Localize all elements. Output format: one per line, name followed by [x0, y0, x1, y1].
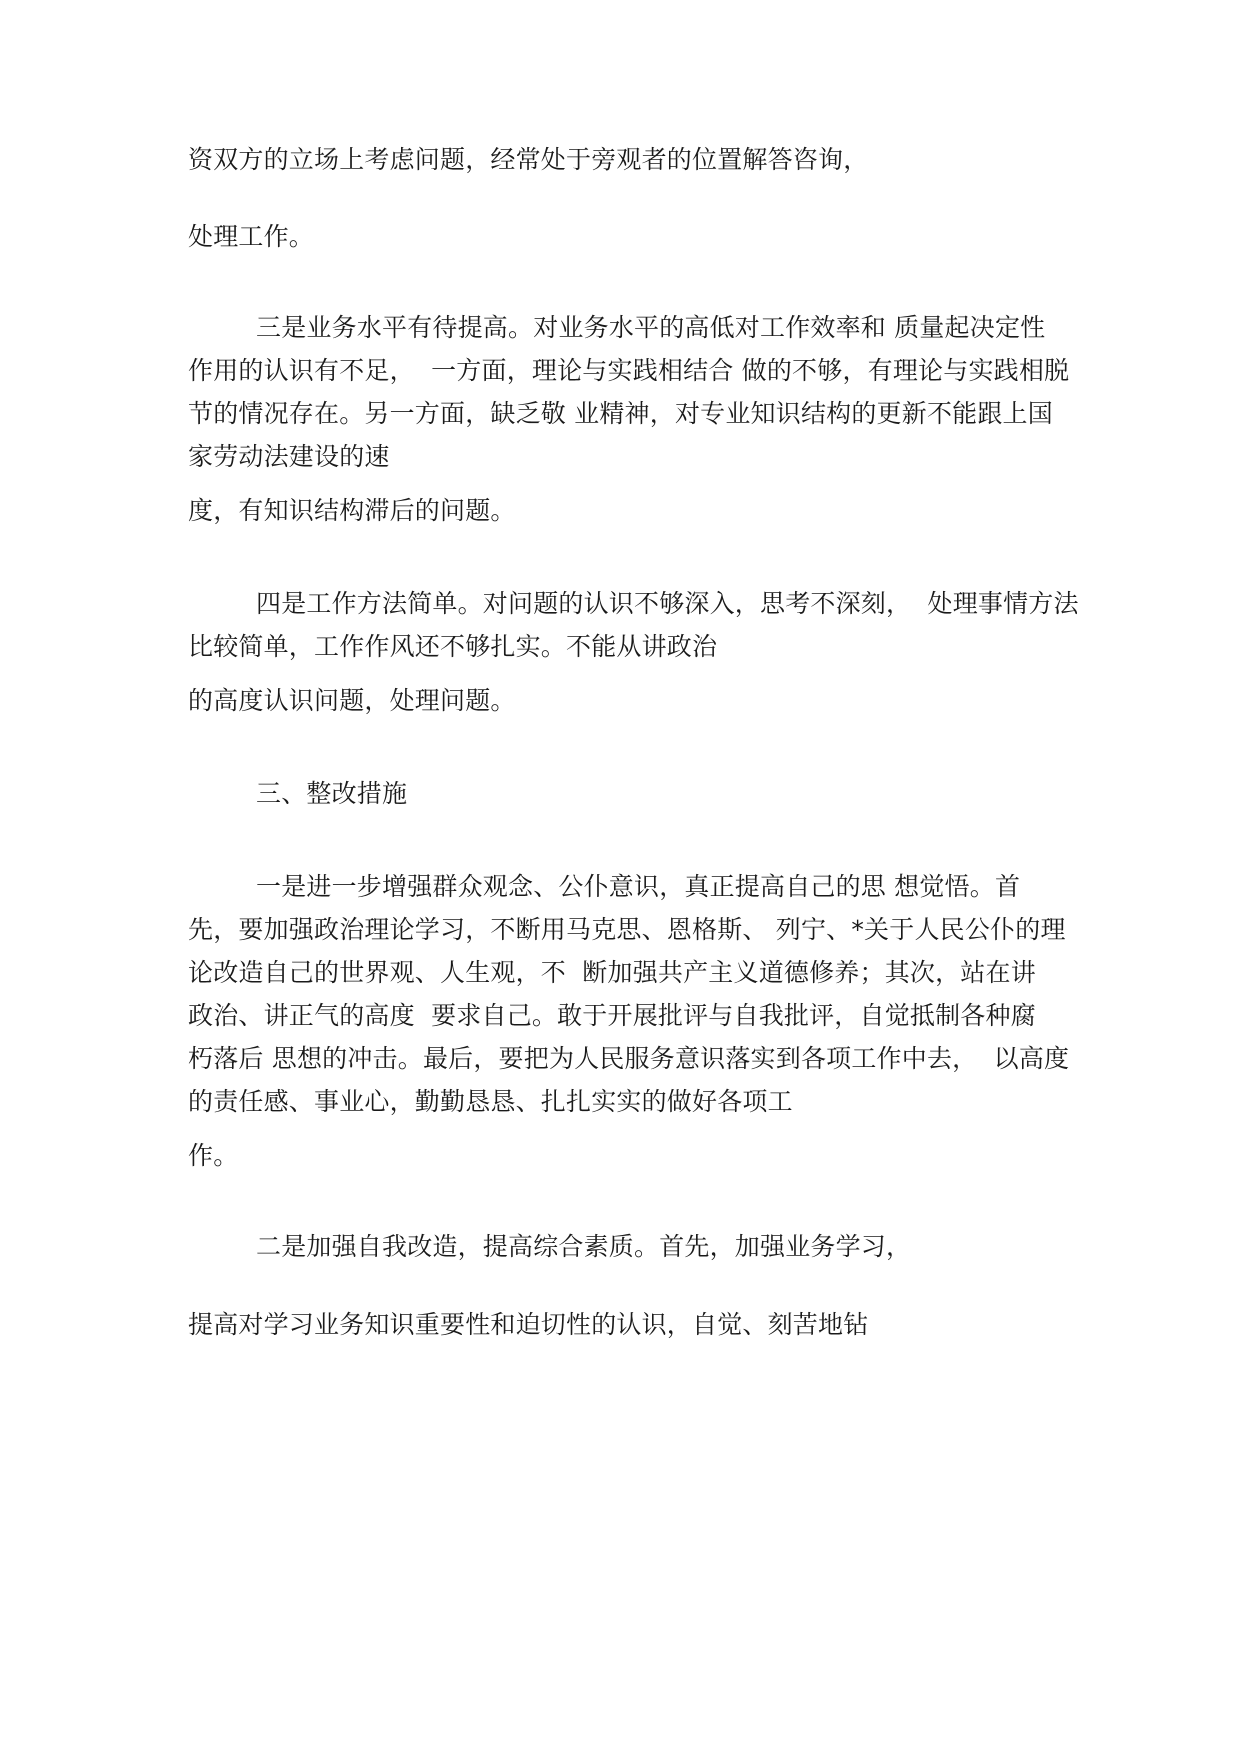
text-line: 的高度认识问题，处理问题。 — [188, 686, 516, 715]
section-heading: 三、整改措施 — [256, 779, 408, 808]
text-line: 家劳动法建设的速 — [188, 442, 390, 471]
text-line: 论改造自己的世界观、人生观，不 断加强共产主义道德修养；其次，站在讲 — [188, 958, 1036, 987]
text-line: 二是加强自我改造，提高综合素质。首先，加强业务学习， — [256, 1232, 912, 1261]
text-line: 四是工作方法简单。对问题的认识不够深入，思考不深刻， 处理事情方法 — [256, 589, 1079, 618]
text-line: 一是进一步增强群众观念、公仆意识，真正提高自己的思 想觉悟。首 — [256, 872, 1021, 901]
text-line: 度，有知识结构滞后的问题。 — [188, 496, 516, 525]
text-line: 先，要加强政治理论学习，不断用马克思、恩格斯、 列宁、*关于人民公仆的理 — [188, 915, 1066, 944]
text-line: 作。 — [188, 1141, 239, 1170]
text-line: 提高对学习业务知识重要性和迫切性的认识，自觉、刻苦地钻 — [188, 1310, 869, 1339]
text-line: 的责任感、事业心，勤勤恳恳、扎扎实实的做好各项工 — [188, 1087, 793, 1116]
text-line: 节的情况存在。另一方面，缺乏敬 业精神，对专业知识结构的更新不能跟上国 — [188, 399, 1053, 428]
text-line: 政治、讲正气的高度 要求自己。敢于开展批评与自我批评，自觉抵制各种腐 — [188, 1001, 1036, 1030]
text-line: 比较简单，工作作风还不够扎实。不能从讲政治 — [188, 632, 718, 661]
text-line: 处理工作。 — [188, 222, 315, 251]
text-line: 三是业务水平有待提高。对业务水平的高低对工作效率和 质量起决定性 — [256, 313, 1046, 342]
text-line: 朽落后 思想的冲击。最后，要把为人民服务意识落实到各项工作中去， 以高度 — [188, 1044, 1070, 1073]
text-line: 资双方的立场上考虑问题，经常处于旁观者的位置解答咨询， — [188, 145, 869, 174]
text-line: 作用的认识有不足， 一方面，理论与实践相结合 做的不够，有理论与实践相脱 — [188, 356, 1070, 385]
